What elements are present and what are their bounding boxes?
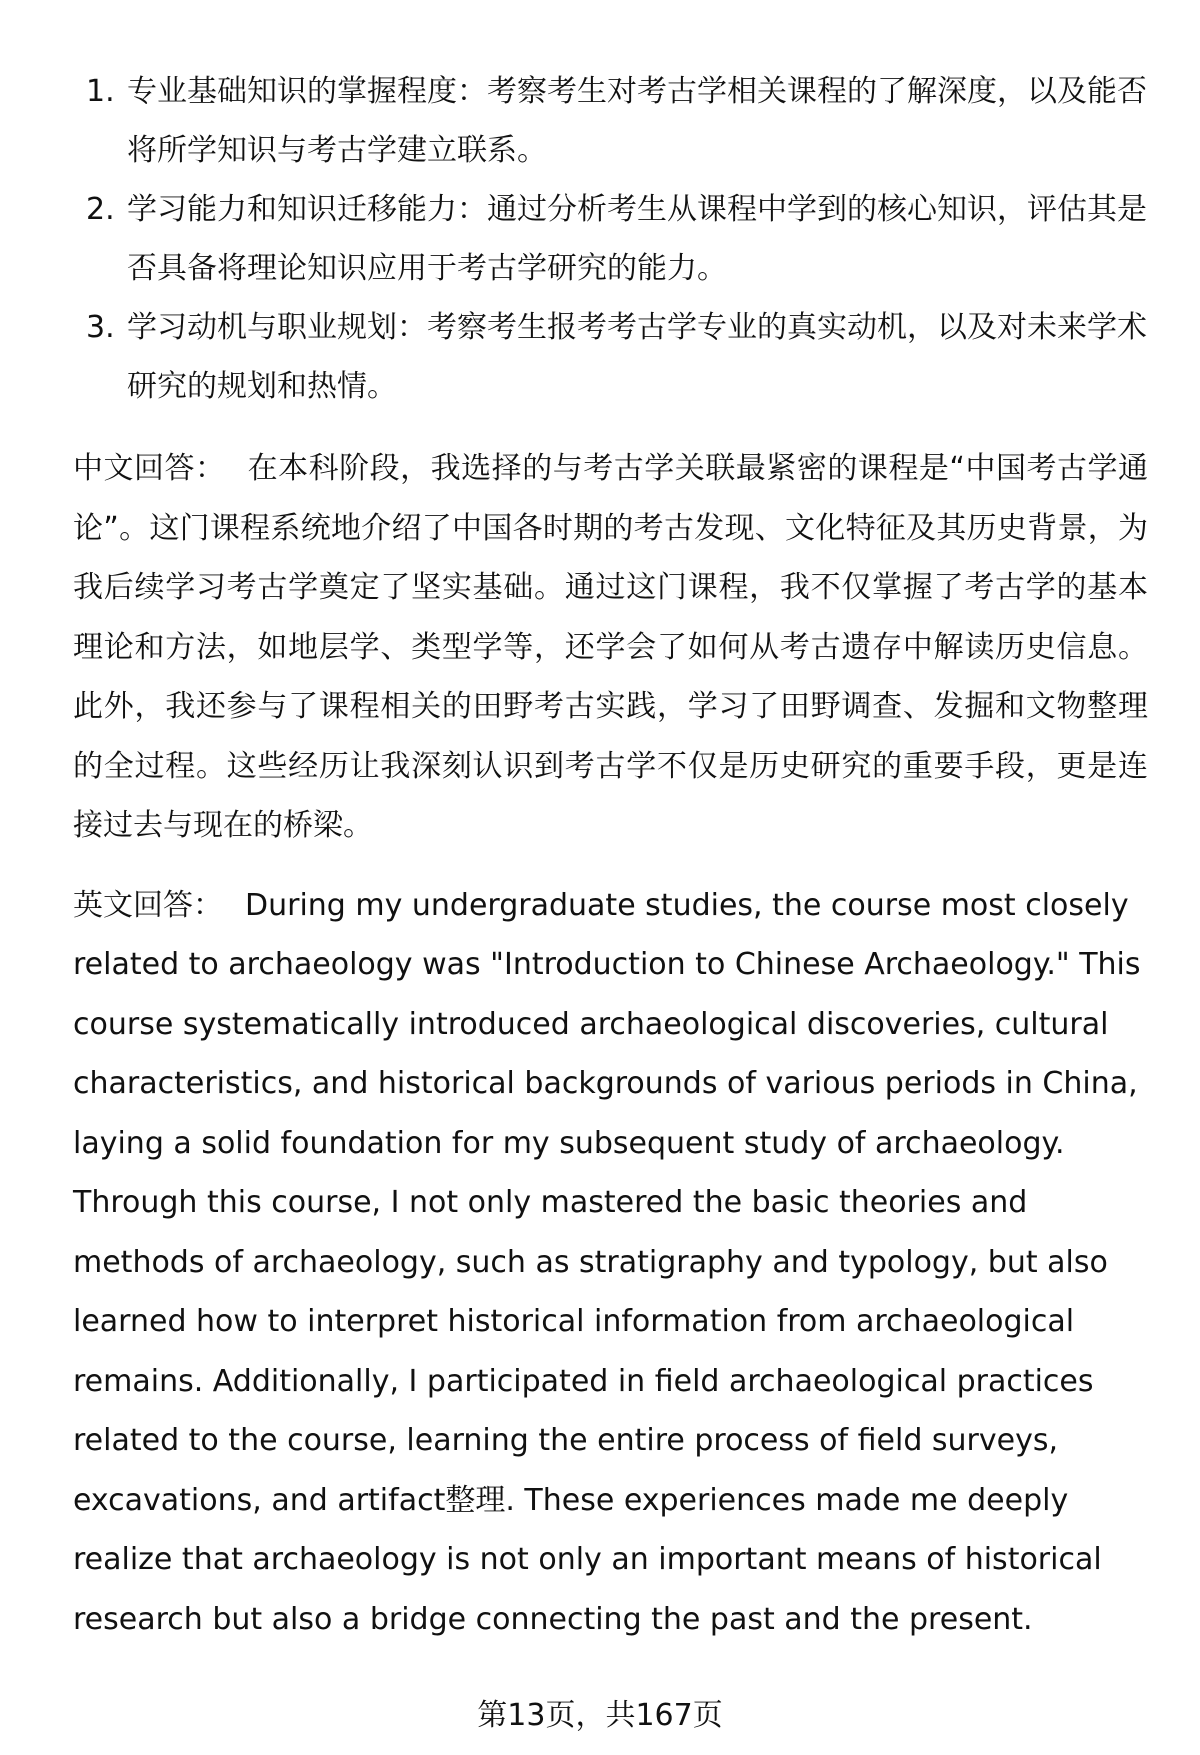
- list-item-text: 专业基础知识的掌握程度：考察考生对考古学相关课程的了解深度，以及能否将所学知识与考古学建立联系。: [127, 74, 1147, 168]
- list-item: [73, 62, 1148, 180]
- english-answer-label: 英文回答：: [73, 887, 223, 923]
- chinese-answer-label: 中文回答：: [73, 451, 226, 486]
- list-item-number: 3.: [86, 310, 115, 345]
- page-number: 第13页，共167页: [477, 1698, 723, 1733]
- list-item-text: 学习动机与职业规划：考察考生报考考古学专业的真实动机，以及对未来学术研究的规划和热情。: [127, 310, 1147, 404]
- list-item-number: 2.: [86, 192, 115, 227]
- list-item-text: 学习能力和知识迁移能力：通过分析考生从课程中学到的核心知识，评估其是否具备将理论知识应用于考古学研究的能力。: [127, 192, 1147, 286]
- list-item: [73, 180, 1148, 298]
- chinese-answer: [73, 439, 1148, 856]
- english-answer: [73, 876, 1148, 1650]
- list-item-number: 1.: [86, 74, 115, 109]
- english-answer-text: During my undergraduate studies, the course most closely related to archaeology was "Introduction to Chinese Archaeology." This course systematically introduced archaeological discoveries, cultural characteristics, and historical backgrounds of various periods in China, laying a solid foundation for my subsequent study of archaeology. Through this course, I not only mastered the basic theories and methods of archaeology, such as stratigraphy and typology, but also learned how to interpret historical information from archaeological remains. Additionally, I participated in field archaeological practices related to the course, learning the entire process of field surveys, excavations, and artifact整理. These experiences made me deeply realize that archaeology is not only an important means of historical research but also a bridge connecting the past and the present.: [73, 887, 1141, 1637]
- evaluation-criteria-list: [73, 62, 1148, 416]
- page-content: [73, 62, 1148, 1649]
- chinese-answer-text: 在本科阶段，我选择的与考古学关联最紧密的课程是“中国考古学通论”。这门课程系统地介绍了中国各时期的考古发现、文化特征及其历史背景，为我后续学习考古学奠定了坚实基础。通过这门课程，我不仅掌握了考古学的基本理论和方法，如地层学、类型学等，还学会了如何从考古遗存中解读历史信息。此外，我还参与了课程相关的田野考古实践，学习了田野调查、发掘和文物整理的全过程。这些经历让我深刻认识到考古学不仅是历史研究的重要手段，更是连接过去与现在的桥梁。: [73, 451, 1149, 843]
- list-item: [73, 298, 1148, 416]
